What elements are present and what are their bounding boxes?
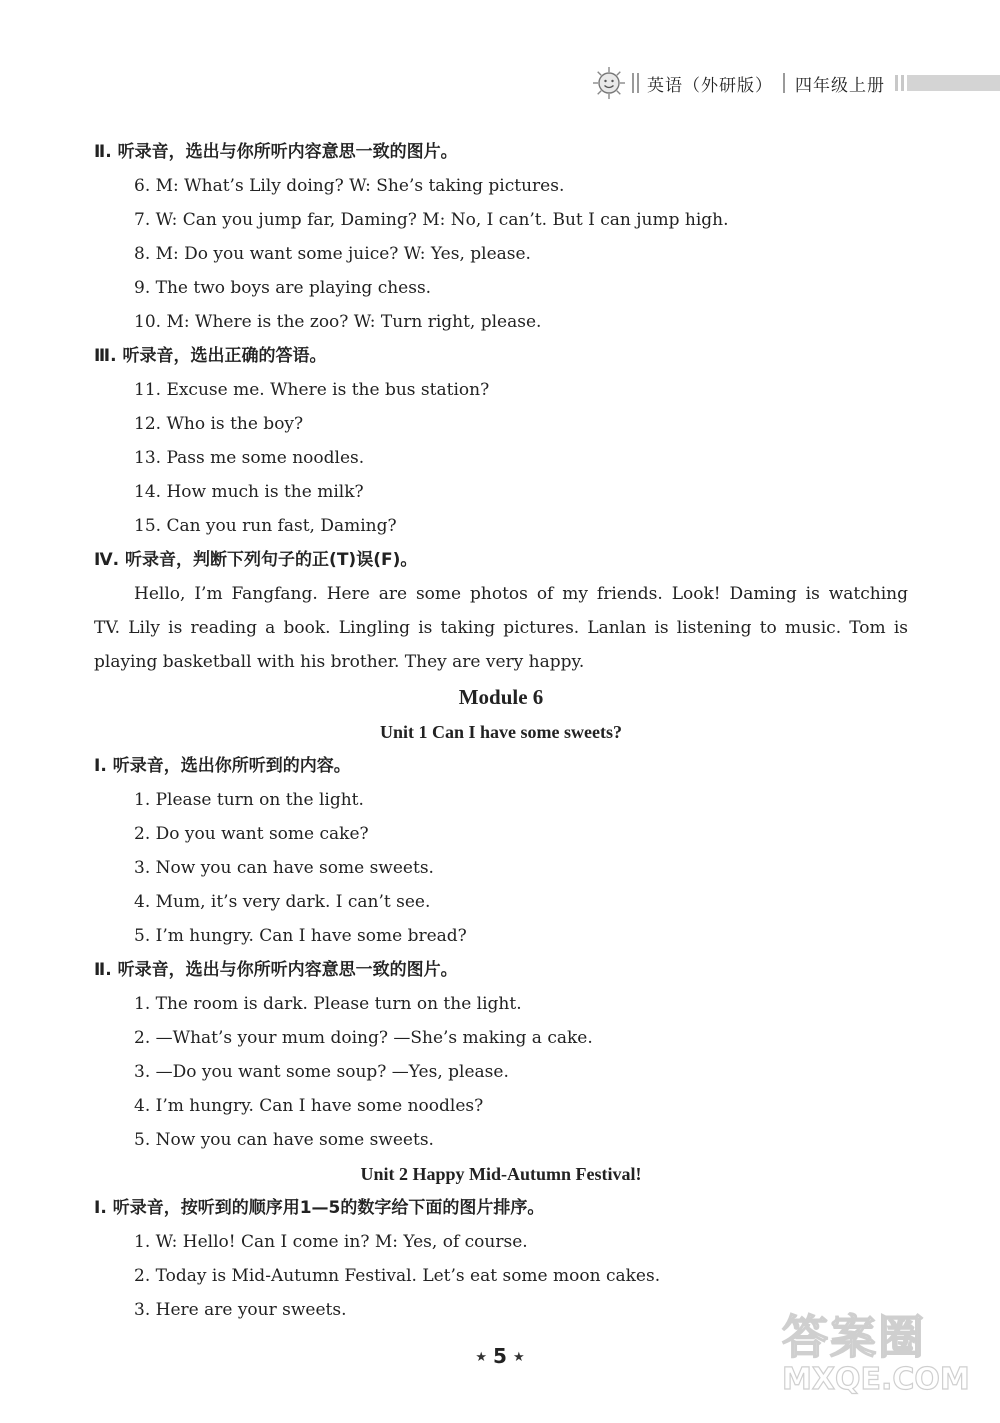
watermark-top: 答案圈 xyxy=(782,1310,926,1364)
list-item: 5. I’m hungry. Can I have some bread? xyxy=(134,926,467,946)
list-item: 15. Can you run fast, Daming? xyxy=(134,516,397,536)
star-icon: ★ xyxy=(512,1350,525,1365)
page-header xyxy=(592,62,1000,104)
list-item: 3. —Do you want some soup? —Yes, please. xyxy=(134,1062,509,1082)
header-separator xyxy=(783,73,785,93)
section-heading: Ⅱ. 听录音，选出与你所听内容意思一致的图片。 xyxy=(94,142,458,162)
list-item: 8. M: Do you want some juice? W: Yes, please. xyxy=(134,244,531,264)
list-item: 3. Now you can have some sweets. xyxy=(134,858,434,878)
unit-title: Unit 1 Can I have some sweets? xyxy=(380,722,622,742)
list-item: 10. M: Where is the zoo? W: Turn right, please. xyxy=(134,312,542,332)
section-heading: Ⅰ. 听录音，按听到的顺序用1—5的数字给下面的图片排序。 xyxy=(94,1198,545,1218)
list-item: 4. Mum, it’s very dark. I can’t see. xyxy=(134,892,431,912)
list-item: 11. Excuse me. Where is the bus station? xyxy=(134,380,490,400)
list-item: 13. Pass me some noodles. xyxy=(134,448,365,468)
list-item: 9. The two boys are playing chess. xyxy=(134,278,432,298)
list-item: 2. Do you want some cake? xyxy=(134,824,369,844)
watermark-bottom: MXQE.COM xyxy=(782,1362,970,1397)
paragraph-line: Hello, I’m Fangfang. Here are some photos of my friends. Look! Daming is watching xyxy=(134,584,908,604)
star-icon: ★ xyxy=(475,1350,488,1365)
header-bar xyxy=(895,75,1000,91)
list-item: 1. Please turn on the light. xyxy=(134,790,364,810)
list-item: 1. W: Hello! Can I come in? M: Yes, of course. xyxy=(134,1232,528,1252)
header-grade: 四年级上册 xyxy=(795,75,885,96)
paragraph-line: playing basketball with his brother. They are very happy. xyxy=(94,652,585,672)
section-heading: Ⅰ. 听录音，选出你所听到的内容。 xyxy=(94,756,351,776)
page-content xyxy=(94,135,908,1327)
section-heading: Ⅳ. 听录音，判断下列句子的正(T)误(F)。 xyxy=(94,550,418,570)
list-item: 3. Here are your sweets. xyxy=(134,1300,347,1320)
module-title: Module 6 xyxy=(458,685,544,709)
header-divider xyxy=(632,73,639,93)
list-item: 4. I’m hungry. Can I have some noodles? xyxy=(134,1096,484,1116)
list-item: 6. M: What’s Lily doing? W: She’s taking pictures. xyxy=(134,176,565,196)
list-item: 12. Who is the boy? xyxy=(134,414,304,434)
unit-title: Unit 2 Happy Mid-Autumn Festival! xyxy=(360,1164,642,1184)
list-item: 14. How much is the milk? xyxy=(134,482,364,502)
list-item: 5. Now you can have some sweets. xyxy=(134,1130,434,1150)
sun-logo-icon xyxy=(592,66,626,100)
list-item: 7. W: Can you jump far, Daming? M: No, I can’t. But I can jump high. xyxy=(134,210,729,230)
section-heading: Ⅱ. 听录音，选出与你所听内容意思一致的图片。 xyxy=(94,960,458,980)
section-heading: Ⅲ. 听录音，选出正确的答语。 xyxy=(94,346,327,366)
watermark xyxy=(782,1311,972,1411)
paragraph-line: TV. Lily is reading a book. Lingling is taking pictures. Lanlan is listening to music. Tom is xyxy=(94,618,908,638)
list-item: 1. The room is dark. Please turn on the light. xyxy=(134,994,522,1014)
header-subject: 英语（外研版） xyxy=(647,75,773,96)
list-item: 2. —What’s your mum doing? —She’s making a cake. xyxy=(134,1028,593,1048)
list-item: 2. Today is Mid-Autumn Festival. Let’s eat some moon cakes. xyxy=(134,1266,661,1286)
page-number: 5 xyxy=(493,1344,507,1368)
